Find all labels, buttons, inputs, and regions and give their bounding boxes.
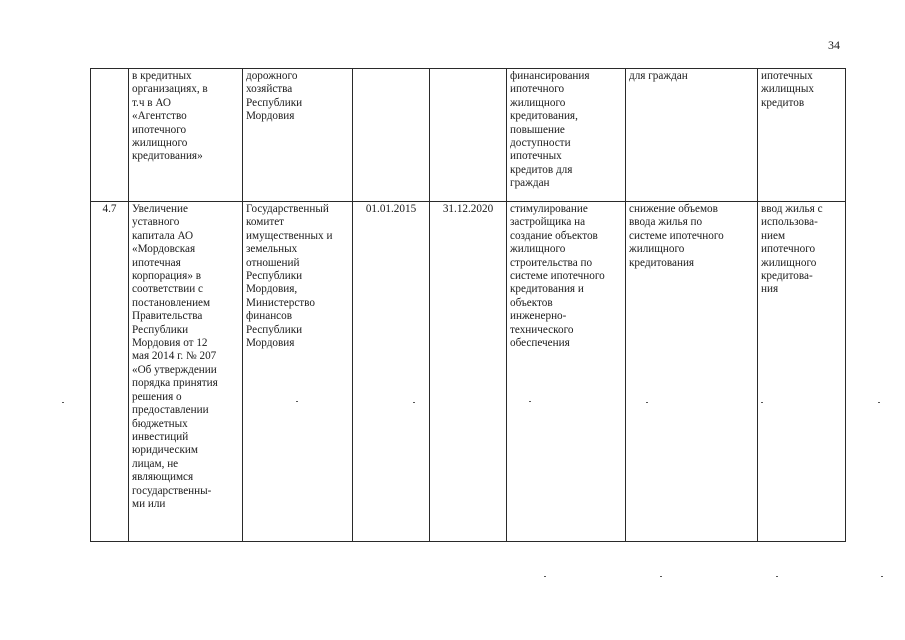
cell-end-date [430, 69, 507, 202]
table-row-continuation [91, 69, 846, 202]
cell-consequences: для граждан [626, 69, 758, 202]
table-row-4-7 [91, 202, 846, 542]
scan-speck [660, 576, 662, 577]
cell-event: Увеличение уставного капитала АО «Мордовская ипотечная корпорация» в соответствии с постановлением Правительства Республики Мордовия от 12 мая 2014 г. № 207 «Об утверждении порядка принятия решения о предоставлении бюджетных инвестиций юридическим лицам, не являющимся государственны- ми или [129, 202, 243, 542]
cell-number [91, 69, 129, 202]
scan-speck [881, 576, 883, 577]
cell-start-date [353, 69, 430, 202]
page-number: 34 [828, 38, 840, 52]
scan-speck [776, 576, 778, 577]
cell-indicator-link: ипотечных жилищных кредитов [758, 69, 846, 202]
cell-executor: дорожного хозяйства Республики Мордовия [243, 69, 353, 202]
scan-speck [529, 401, 531, 402]
cell-start-date: 01.01.2015 [353, 202, 430, 542]
scan-speck [296, 401, 298, 402]
cell-indicator-link: ввод жилья с использова- нием ипотечного жилищного кредитова- ния [758, 202, 846, 542]
cell-executor: Государственный комитет имущественных и земельных отношений Республики Мордовия, Министерство финансов Республики Мордовия [243, 202, 353, 542]
scan-speck [646, 402, 648, 403]
cell-consequences: снижение объемов ввода жилья по системе ипотечного жилищного кредитования [626, 202, 758, 542]
program-measures-table [90, 68, 846, 542]
scan-speck [544, 576, 546, 577]
scan-speck [761, 402, 763, 403]
cell-expected-result: стимулирование застройщика на создание объектов жилищного строительства по системе ипотечного кредитования и объектов инженерно- технического обеспечения [507, 202, 626, 542]
cell-expected-result: финансирования ипотечного жилищного кредитования, повышение доступности ипотечных кредитов для граждан [507, 69, 626, 202]
cell-number: 4.7 [91, 202, 129, 542]
scan-speck [878, 402, 880, 403]
scan-speck [62, 402, 64, 403]
scan-speck [413, 402, 415, 403]
cell-event: в кредитных организациях, в т.ч в АО «Агентство ипотечного жилищного кредитования» [129, 69, 243, 202]
cell-end-date: 31.12.2020 [430, 202, 507, 542]
